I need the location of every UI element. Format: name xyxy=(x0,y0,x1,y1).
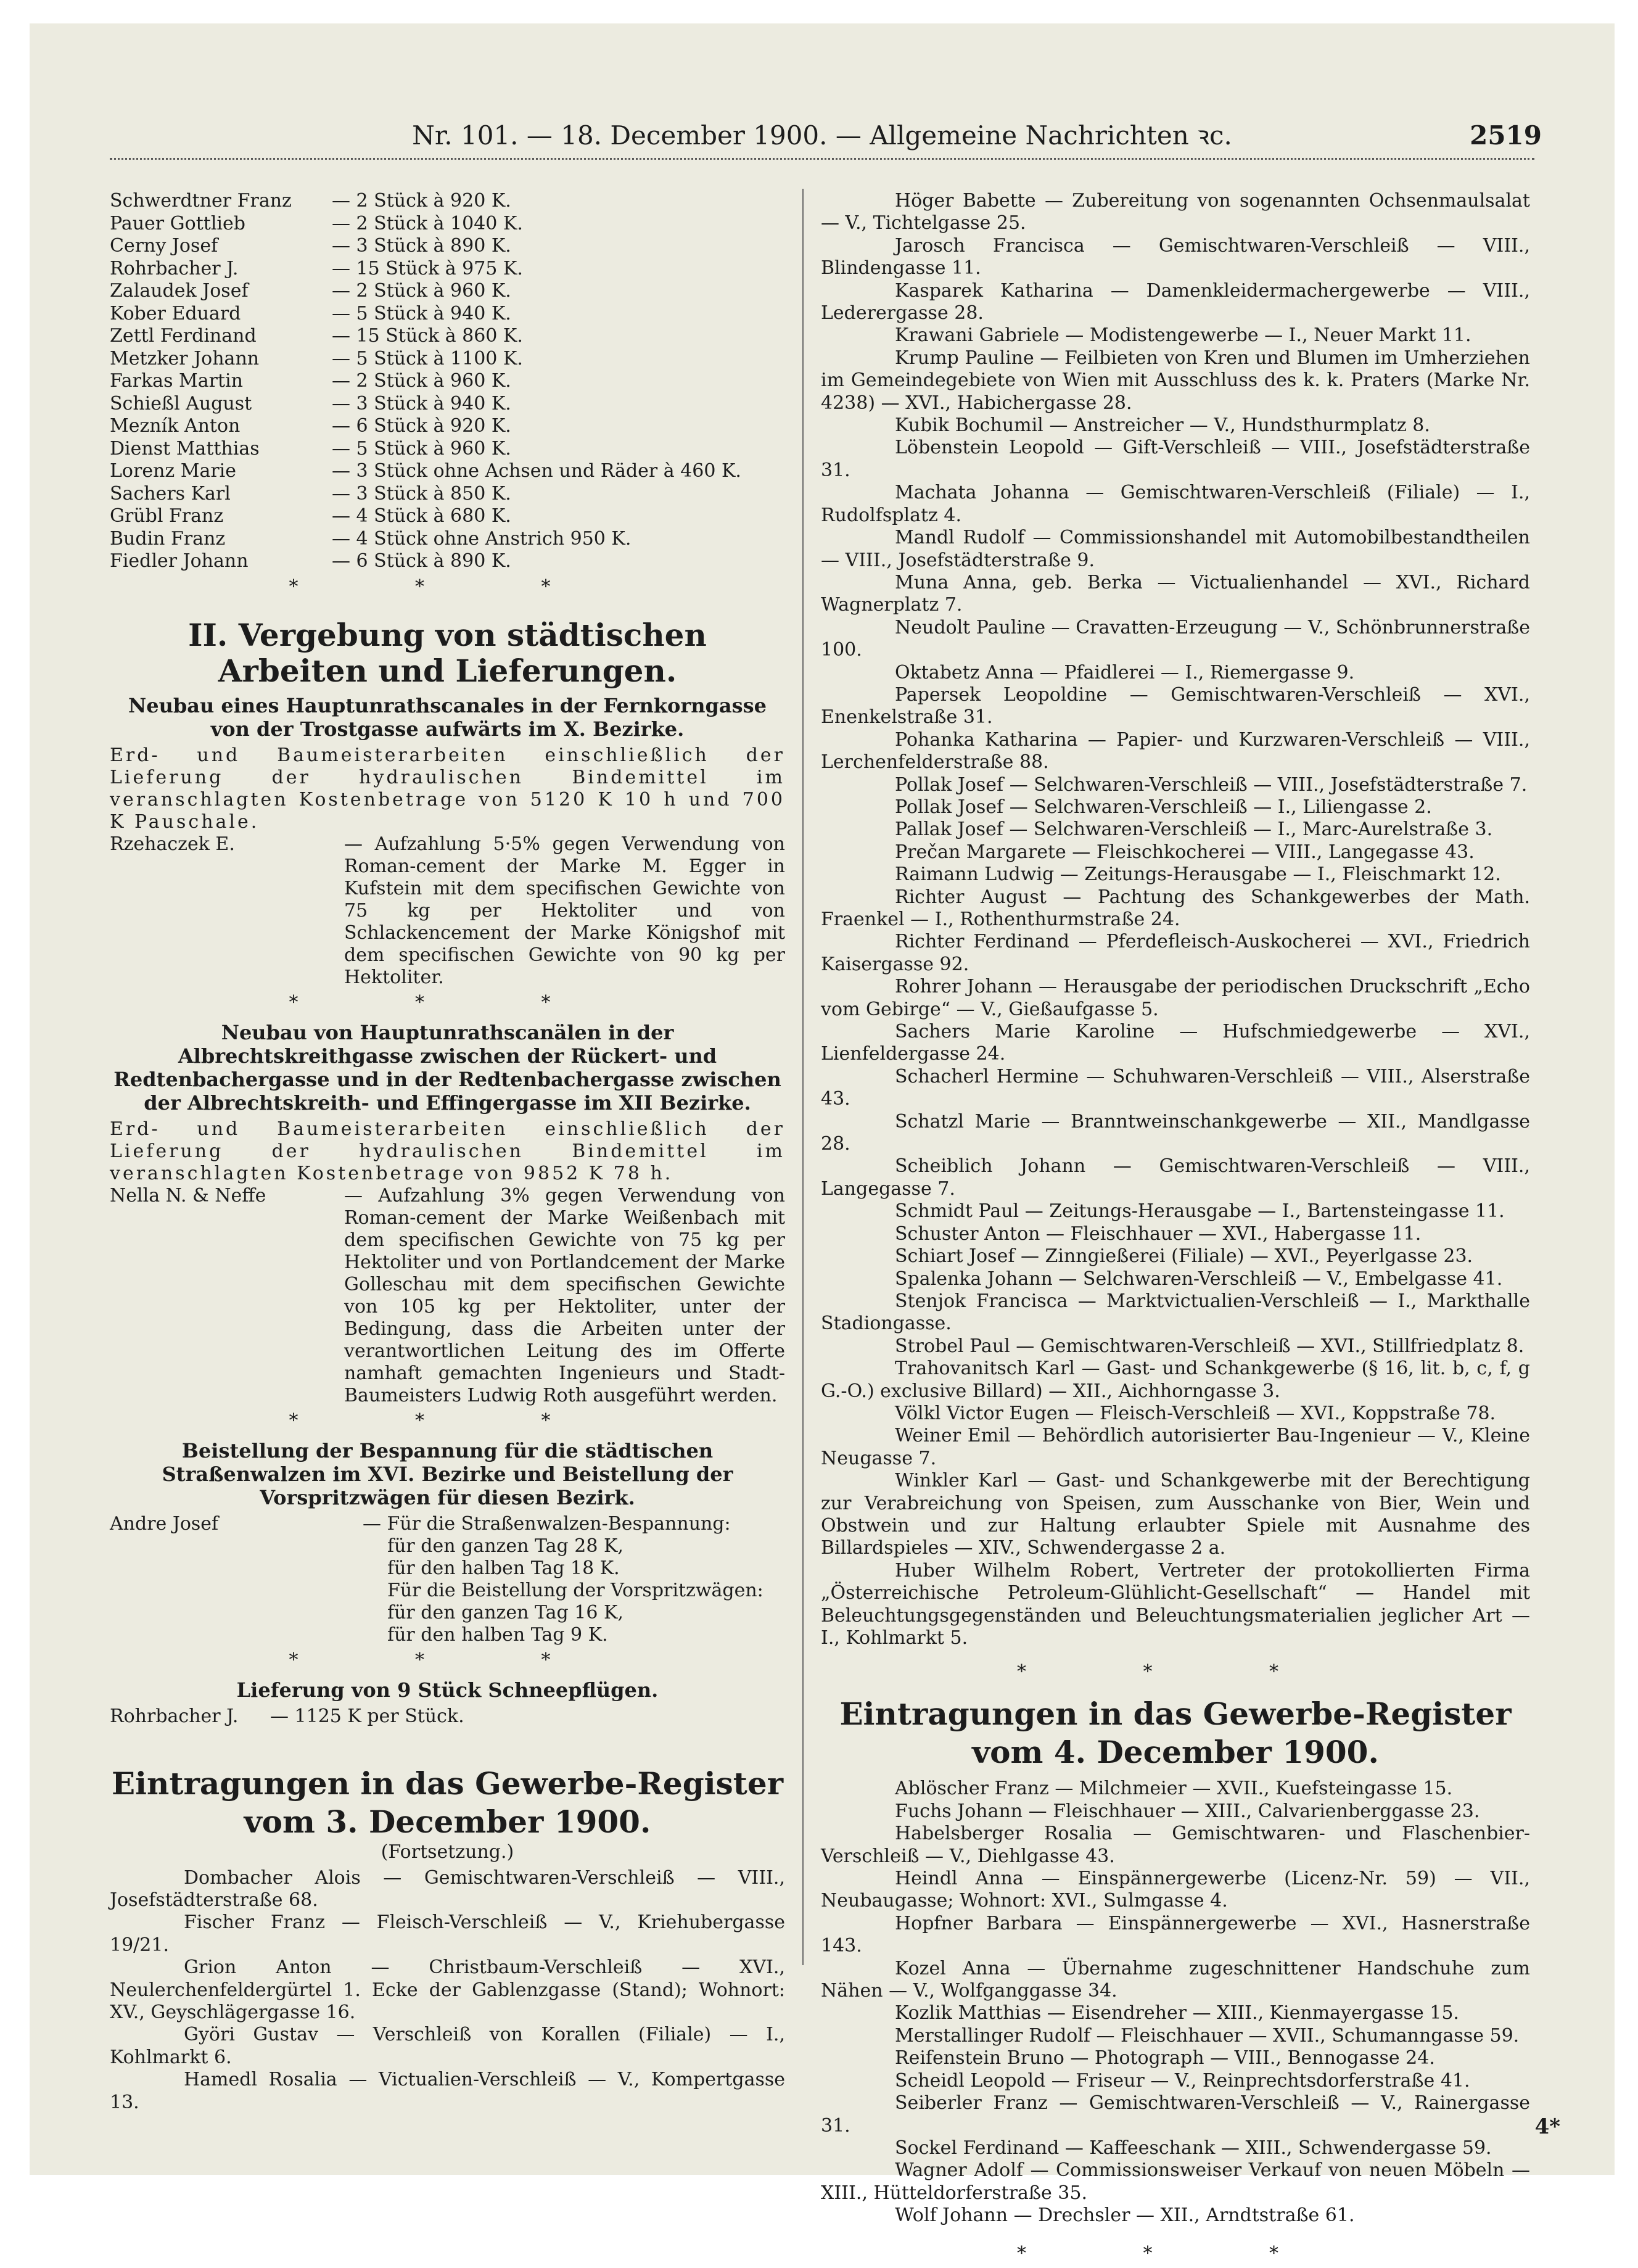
register-entry: Kubik Bochumil — Anstreicher — V., Hundsthurmplatz 8. xyxy=(895,414,1430,437)
teams-line: für den halben Tag 18 K. xyxy=(387,1557,620,1579)
canal1-bid xyxy=(110,833,785,989)
register-entry: Strobel Paul — Gemischtwaren-Verschleiß — XVI., Stillfriedplatz 8. xyxy=(895,1335,1525,1357)
register-entry: Rohrer Johann — Herausgabe der periodischen Druckschrift „Echo vom Gebirge“ — V., Gießaufgasse 5. xyxy=(821,976,1530,1020)
delivery-detail: — 3 Stück à 850 K. xyxy=(332,482,511,505)
delivery-row xyxy=(110,213,785,236)
section-heading: II. Vergebung von städtischen Arbeiten und Lieferungen. xyxy=(188,616,707,689)
register-entry: Grion Anton — Christbaum-Verschleiß — XVI., Neulerchenfeldergürtel 1. Ecke der Gablenzgasse (Stand); Wohnort: XV., Geyschlägergasse 16. xyxy=(110,1957,785,2023)
delivery-name: Metzker Johann xyxy=(110,347,260,369)
register-entry: Jarosch Francisca — Gemischtwaren-Verschleiß — VIII., Blindengasse 11. xyxy=(821,234,1530,279)
delivery-row xyxy=(110,258,785,281)
delivery-name: Cerny Josef xyxy=(110,235,218,257)
register-entry: Sachers Marie Karoline — Hufschmiedgewerbe — XVI., Lienfeldergasse 24. xyxy=(821,1021,1530,1065)
register-entry: Neudolt Pauline — Cravatten-Erzeugung — V., Schönbrunnerstraße 100. xyxy=(821,616,1530,661)
teams-line: für den halben Tag 9 K. xyxy=(387,1623,608,1646)
canal2-heading: Neubau von Hauptunrathscanälen in der Albrechtskreithgasse zwischen der Rückert- und Redtenbachergasse und in der Redtenbachergasse zwischen der Albrechtskreith- und Effingergasse im XII Bezirke. xyxy=(113,1020,781,1115)
register3-date: vom 3. December 1900. xyxy=(244,1803,651,1840)
delivery-row xyxy=(110,325,785,348)
delivery-list xyxy=(110,190,785,573)
register-entry: Seiberler Franz — Gemischtwaren-Verschleiß — V., Rainergasse 31. xyxy=(821,2092,1530,2137)
delivery-name: Fiedler Johann xyxy=(110,550,249,572)
register-entry: Schiart Josef — Zinngießerei (Filiale) — XVI., Peyerlgasse 23. xyxy=(895,1245,1473,1268)
delivery-detail: — 6 Stück à 920 K. xyxy=(332,415,511,437)
register-entry: Kozlik Matthias — Eisendreher — XIII., Kienmayergasse 15. xyxy=(895,2002,1459,2024)
left-column xyxy=(110,190,785,2114)
delivery-name: Lorenz Marie xyxy=(110,460,237,482)
delivery-row xyxy=(110,528,785,551)
bidder-name: Rohrbacher J. xyxy=(110,1705,239,1727)
column-divider xyxy=(802,189,804,1965)
register-entry: Völkl Victor Eugen — Fleisch-Verschleiß — XVI., Koppstraße 78. xyxy=(895,1402,1496,1424)
register3-subheading: (Fortsetzung.) xyxy=(381,1841,514,1863)
delivery-name: Zettl Ferdinand xyxy=(110,325,257,347)
bidder-name: Rzehaczek E. xyxy=(110,833,235,855)
register-entry: Heindl Anna — Einspännergewerbe (Licenz-Nr. 59) — VII., Neubaugasse; Wohnort: XVI., Sulmgasse 4. xyxy=(821,1868,1530,1912)
separator-stars: * * * xyxy=(289,991,606,1013)
register-entry: Fuchs Johann — Fleischhauer — XIII., Calvarienberggasse 23. xyxy=(895,1800,1480,1822)
register-entry: Winkler Karl — Gast- und Schankgewerbe mit der Berechtigung zur Verabreichung von Speisen, zum Ausschanke von Bier, Wein und Obstwein und zur Haltung erlaubter Spiele mit Ausnahme des Billardspieles — XIV., Schwendergasse 2 a. xyxy=(821,1470,1530,1559)
register-entry: Fischer Franz — Fleisch-Verschleiß — V., Kriehubergasse 19/21. xyxy=(110,1911,785,1956)
register-entry: Muna Anna, geb. Berka — Victualienhandel — XVI., Richard Wagnerplatz 7. xyxy=(821,571,1530,616)
delivery-detail: — 5 Stück à 960 K. xyxy=(332,437,511,460)
delivery-detail: — 15 Stück à 860 K. xyxy=(332,325,523,347)
bidder-name: Nella N. & Neffe xyxy=(110,1184,266,1206)
delivery-name: Kober Eduard xyxy=(110,302,241,324)
register-entry: Trahovanitsch Karl — Gast- und Schankgewerbe (§ 16, lit. b, c, f, g G.-O.) exclusive Billard) — XII., Aichhorngasse 3. xyxy=(821,1358,1530,1402)
register-entry: Hopfner Barbara — Einspännergewerbe — XVI., Hasnerstraße 143. xyxy=(821,1912,1530,1957)
register-entry: Kozel Anna — Übernahme zugeschnittener Handschuhe zum Nähen — V., Wolfganggasse 34. xyxy=(821,1957,1530,2002)
register-entry: Reifenstein Bruno — Photograph — VIII., Bennogasse 24. xyxy=(895,2047,1435,2069)
delivery-name: Schwerdtner Franz xyxy=(110,190,292,212)
register-entry: Scheiblich Johann — Gemischtwaren-Verschleiß — VIII., Langegasse 7. xyxy=(821,1155,1530,1200)
register-entry: Sockel Ferdinand — Kaffeeschank — XIII., Schwendergasse 59. xyxy=(895,2137,1492,2159)
page-header xyxy=(30,23,1615,151)
ploughs-heading: Lieferung von 9 Stück Schneepflügen. xyxy=(236,1678,659,1702)
delivery-row xyxy=(110,303,785,326)
delivery-row xyxy=(110,460,785,483)
teams-line: für den ganzen Tag 28 K, xyxy=(387,1535,624,1557)
register4-entries xyxy=(821,1778,1530,2227)
teams-line: — Für die Straßenwalzen-Bespannung: xyxy=(363,1512,731,1535)
delivery-detail: — 2 Stück à 960 K. xyxy=(332,280,511,302)
register-entry: Merstallinger Rudolf — Fleischhauer — XVII., Schumanngasse 59. xyxy=(895,2024,1520,2047)
register-entry: Scheidl Leopold — Friseur — V., Reinprechtsdorferstraße 41. xyxy=(895,2069,1470,2092)
register-entry: Kasparek Katharina — Damenkleidermachergewerbe — VIII., Lederergasse 28. xyxy=(821,279,1530,324)
teams-lines xyxy=(344,1513,785,1646)
register-entry: Spalenka Johann — Selchwaren-Verschleiß — V., Embelgasse 41. xyxy=(895,1268,1503,1290)
register-entry: Pallak Josef — Selchwaren-Verschleiß — I., Marc-Aurelstraße 3. xyxy=(895,819,1493,841)
delivery-row xyxy=(110,393,785,416)
register-entry: Ablöscher Franz — Milchmeier — XVII., Kuefsteingasse 15. xyxy=(895,1778,1453,1800)
separator-stars: * * * xyxy=(289,575,606,598)
canal1-intro: Erd- und Baumeisterarbeiten einschließlich der Lieferung der hydraulischen Bindemittel im veranschlagten Kostenbetrage von 5120 K 10 h und 700 K Pauschale. xyxy=(110,744,785,833)
delivery-detail: — 4 Stück à 680 K. xyxy=(332,505,511,527)
register-entry: Richter August — Pachtung des Schankgewerbes der Math. Fraenkel — I., Rothenthurmstraße 24. xyxy=(821,886,1530,930)
register-entry: Prečan Margarete — Fleischkocherei — VIII., Langegasse 43. xyxy=(895,841,1475,863)
register-entry: Stenjok Francisca — Marktvictualien-Verschleiß — I., Markthalle Stadiongasse. xyxy=(821,1290,1530,1335)
delivery-name: Mezník Anton xyxy=(110,415,241,437)
delivery-row xyxy=(110,483,785,506)
canal2-intro: Erd- und Baumeisterarbeiten einschließlich der Lieferung der hydraulischen Bindemittel im veranschlagten Kostenbetrage von 9852 K 78 h. xyxy=(110,1118,785,1184)
teams-line: Für die Beistellung der Vorspritzwägen: xyxy=(387,1579,763,1601)
right-column xyxy=(821,190,1530,2268)
newspaper-page xyxy=(30,23,1615,2264)
register-entries-continued xyxy=(821,190,1530,1649)
page-title: Nr. 101. — 18. December 1900. — Allgemeine Nachrichten ꝛc. xyxy=(412,120,1232,151)
register-entry: Krump Pauline — Feilbieten von Kren und Blumen im Umherziehen im Gemeindegebiete von Wien mit Ausschluss des k. k. Praters (Marke Nr. 4238) — XVI., Habichergasse 28. xyxy=(821,347,1530,414)
register-entry: Löbenstein Leopold — Gift-Verschleiß — VIII., Josefstädterstraße 31. xyxy=(821,437,1530,481)
delivery-detail: — 5 Stück à 940 K. xyxy=(332,302,511,324)
delivery-row xyxy=(110,280,785,303)
register-entry: Pollak Josef — Selchwaren-Verschleiß — VIII., Josefstädterstraße 7. xyxy=(895,773,1528,796)
delivery-detail: — 4 Stück ohne Anstrich 950 K. xyxy=(332,527,632,550)
register4-heading: Eintragungen in das Gewerbe-Register xyxy=(839,1696,1512,1733)
register3-entries xyxy=(110,1867,785,2114)
register-entry: Mandl Rudolf — Commissionshandel mit Automobilbestandtheilen — VIII., Josefstädterstraße 9. xyxy=(821,527,1530,571)
canal2-bid xyxy=(110,1185,785,1407)
delivery-detail: — 3 Stück à 890 K. xyxy=(332,235,511,257)
delivery-name: Zalaudek Josef xyxy=(110,280,249,302)
delivery-row xyxy=(110,415,785,438)
register-entry: Huber Wilhelm Robert, Vertreter der protokollierten Firma „Österreichische Petroleum-Glühlicht-Gesellschaft“ — Handel mit Beleuchtungsgegenständen und Beleuchtungsmaterialien jeglicher Art — I., Kohlmarkt 5. xyxy=(821,1559,1530,1649)
delivery-detail: — 2 Stück à 960 K. xyxy=(332,370,511,392)
register-entry: Höger Babette — Zubereitung von sogenannten Ochsenmaulsalat — V., Tichtelgasse 25. xyxy=(821,190,1530,234)
register-entry: Pohanka Katharina — Papier- und Kurzwaren-Verschleiß — VIII., Lerchenfelderstraße 88. xyxy=(821,728,1530,773)
register-entry: Raimann Ludwig — Zeitungs-Herausgabe — I., Fleischmarkt 12. xyxy=(895,864,1501,886)
register4-date: vom 4. December 1900. xyxy=(972,1734,1379,1771)
register-entry: Wagner Adolf — Commissionsweiser Verkauf von neuen Möbeln — XIII., Hütteldorferstraße 35. xyxy=(821,2159,1530,2204)
delivery-detail: — 5 Stück à 1100 K. xyxy=(332,347,523,369)
delivery-row xyxy=(110,190,785,213)
separator-stars: * * * xyxy=(289,1649,606,1671)
delivery-row xyxy=(110,348,785,371)
delivery-row xyxy=(110,235,785,258)
teams-line: für den ganzen Tag 16 K, xyxy=(387,1601,624,1623)
register-entry: Wolf Johann — Drechsler — XII., Arndtstraße 61. xyxy=(895,2204,1355,2227)
separator-stars: * * * xyxy=(289,1409,606,1432)
register-entry: Györi Gustav — Verschleiß von Korallen (Filiale) — I., Kohlmarkt 6. xyxy=(110,2024,785,2068)
bid-text: — Aufzahlung 3% gegen Verwendung von Roman-cement der Marke Weißenbach mit dem specifischen Gewichte von 75 kg per Hektoliter und von Portlandcement der Marke Golleschau mit dem specifischen Gewichte von 105 kg per Hektoliter, unter der Bedingung, dass die Arbeiten unter der verantwortlichen Leitung des im Offerte namhaft gemachten Ingenieurs und Stadt-Baumeisters Ludwig Roth ausgeführt werden. xyxy=(344,1184,785,1406)
register-entry: Papersek Leopoldine — Gemischtwaren-Verschleiß — XVI., Enenkelstraße 31. xyxy=(821,683,1530,728)
header-divider xyxy=(110,158,1534,160)
delivery-name: Grübl Franz xyxy=(110,505,224,527)
bid-text: — Aufzahlung 5·5% gegen Verwendung von Roman-cement der Marke M. Egger in Kufstein mit dem specifischen Gewichte von 75 kg per Hektoliter und von Schlackencement der Marke Königshof mit dem specifischen Gewichte von 90 kg per Hektoliter. xyxy=(344,833,785,988)
register-entry: Schatzl Marie — Branntweinschankgewerbe — XII., Mandlgasse 28. xyxy=(821,1110,1530,1155)
register-entry: Weiner Emil — Behördlich autorisierter Bau-Ingenieur — V., Kleine Neugasse 7. xyxy=(821,1425,1530,1469)
delivery-name: Farkas Martin xyxy=(110,370,243,392)
delivery-row xyxy=(110,370,785,393)
bidder-name: Andre Josef xyxy=(110,1512,219,1535)
signature-mark: 4* xyxy=(1534,2114,1560,2139)
delivery-row xyxy=(110,550,785,573)
separator-stars: * * * xyxy=(1016,1661,1335,1683)
page-number: 2519 xyxy=(1470,120,1542,151)
delivery-detail: — 2 Stück à 1040 K. xyxy=(332,212,523,234)
delivery-detail: — 15 Stück à 975 K. xyxy=(332,257,523,279)
teams-heading: Beistellung der Bespannung für die städtischen Straßenwalzen im XVI. Bezirke und Beistellung der Vorspritzwägen für diesen Bezirk. xyxy=(162,1438,733,1509)
ploughs-bid xyxy=(110,1705,785,1728)
canal1-heading: Neubau eines Hauptunrathscanales in der Fernkorngasse von der Trostgasse aufwärts im X. Bezirke. xyxy=(128,693,767,741)
bid-text: — 1125 K per Stück. xyxy=(270,1705,464,1727)
delivery-name: Rohrbacher J. xyxy=(110,257,239,279)
register-entry: Oktabetz Anna — Pfaidlerei — I., Riemergasse 9. xyxy=(895,661,1355,683)
delivery-detail: — 2 Stück à 920 K. xyxy=(332,190,511,212)
delivery-name: Pauer Gottlieb xyxy=(110,212,245,234)
register-entry: Richter Ferdinand — Pferdefleisch-Auskocherei — XVI., Friedrich Kaisergasse 92. xyxy=(821,931,1530,975)
delivery-row xyxy=(110,505,785,528)
register-entry: Habelsberger Rosalia — Gemischtwaren- und Flaschenbier-Verschleiß — V., Diehlgasse 43. xyxy=(821,1823,1530,1867)
register-entry: Krawani Gabriele — Modistengewerbe — I., Neuer Markt 11. xyxy=(895,324,1471,347)
delivery-name: Schießl August xyxy=(110,392,252,414)
delivery-detail: — 3 Stück ohne Achsen und Räder à 460 K. xyxy=(332,460,741,482)
delivery-name: Sachers Karl xyxy=(110,482,231,505)
register-entry: Machata Johanna — Gemischtwaren-Verschleiß (Filiale) — I., Rudolfsplatz 4. xyxy=(821,482,1530,526)
separator-stars: * * * xyxy=(1016,2242,1335,2264)
delivery-row xyxy=(110,438,785,461)
register-entry: Pollak Josef — Selchwaren-Verschleiß — I., Liliengasse 2. xyxy=(895,796,1432,818)
delivery-name: Dienst Matthias xyxy=(110,437,260,460)
register3-heading: Eintragungen in das Gewerbe-Register xyxy=(111,1765,784,1802)
delivery-name: Budin Franz xyxy=(110,527,226,550)
teams-bid xyxy=(110,1513,785,1646)
register-entry: Schuster Anton — Fleischhauer — XVI., Habergasse 11. xyxy=(895,1223,1422,1245)
register-entry: Schmidt Paul — Zeitungs-Herausgabe — I., Bartensteingasse 11. xyxy=(895,1200,1505,1223)
delivery-detail: — 6 Stück à 890 K. xyxy=(332,550,511,572)
register-entry: Hamedl Rosalia — Victualien-Verschleiß — V., Kompertgasse 13. xyxy=(110,2069,785,2113)
delivery-detail: — 3 Stück à 940 K. xyxy=(332,392,511,414)
register-entry: Dombacher Alois — Gemischtwaren-Verschleiß — VIII., Josefstädterstraße 68. xyxy=(110,1866,785,1911)
register-entry: Schacherl Hermine — Schuhwaren-Verschleiß — VIII., Alserstraße 43. xyxy=(821,1065,1530,1110)
